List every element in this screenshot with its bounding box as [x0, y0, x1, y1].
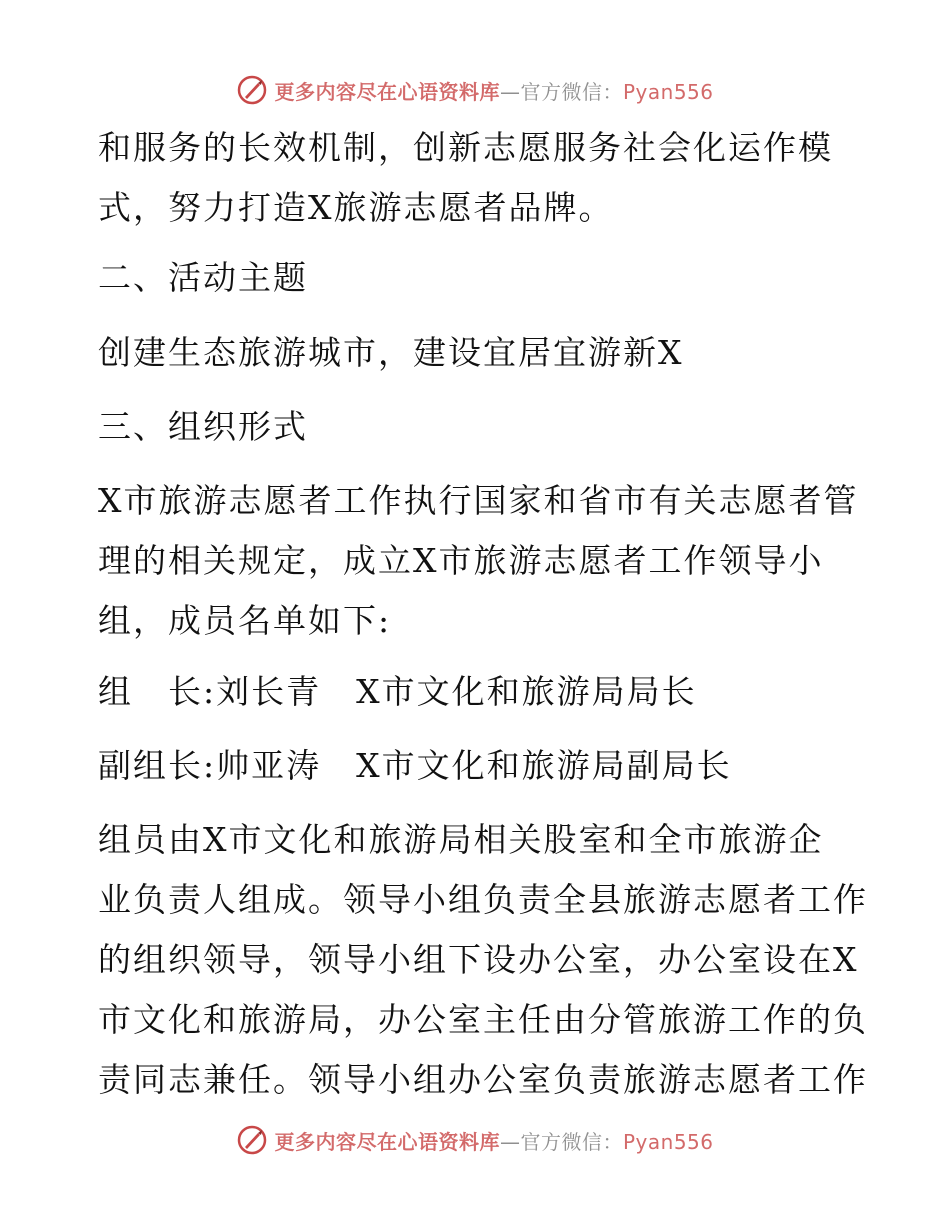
header-watermark	[0, 72, 950, 108]
watermark-text: 更多内容尽在心语资料库—官方微信：Pyan556	[274, 1129, 714, 1154]
body-line: 创建生态旅游城市，建设宜居宜游新X	[98, 333, 684, 372]
body-line: X市旅游志愿者工作执行国家和省市有关志愿者管	[98, 481, 859, 520]
member-line-deputy: 副组长:帅亚涛 X市文化和旅游局副局长	[98, 746, 732, 785]
body-line: 市文化和旅游局，办公室主任由分管旅游工作的负	[98, 1000, 868, 1039]
watermark-text: 更多内容尽在心语资料库—官方微信：Pyan556	[274, 79, 714, 104]
section-heading-organization: 三、组织形式	[98, 407, 308, 446]
body-line: 责同志兼任。领导小组办公室负责旅游志愿者工作	[98, 1060, 868, 1099]
body-line: 和服务的长效机制，创新志愿服务社会化运作模	[98, 128, 833, 167]
body-line: 式，努力打造X旅游志愿者品牌。	[98, 188, 614, 227]
quill-pen-logo-icon	[236, 1124, 268, 1156]
member-line-leader: 组 长:刘长青 X市文化和旅游局局长	[98, 672, 697, 711]
body-line: 组，成员名单如下:	[98, 601, 392, 640]
quill-pen-logo-icon	[236, 74, 268, 106]
body-line: 组员由X市文化和旅游局相关股室和全市旅游企	[98, 820, 824, 859]
body-line: 理的相关规定，成立X市旅游志愿者工作领导小	[98, 541, 824, 580]
body-line: 的组织领导，领导小组下设办公室，办公室设在X	[98, 940, 859, 979]
section-heading-activity-theme: 二、活动主题	[98, 258, 308, 297]
body-line: 业负责人组成。领导小组负责全县旅游志愿者工作	[98, 880, 868, 919]
footer-watermark	[0, 1122, 950, 1158]
